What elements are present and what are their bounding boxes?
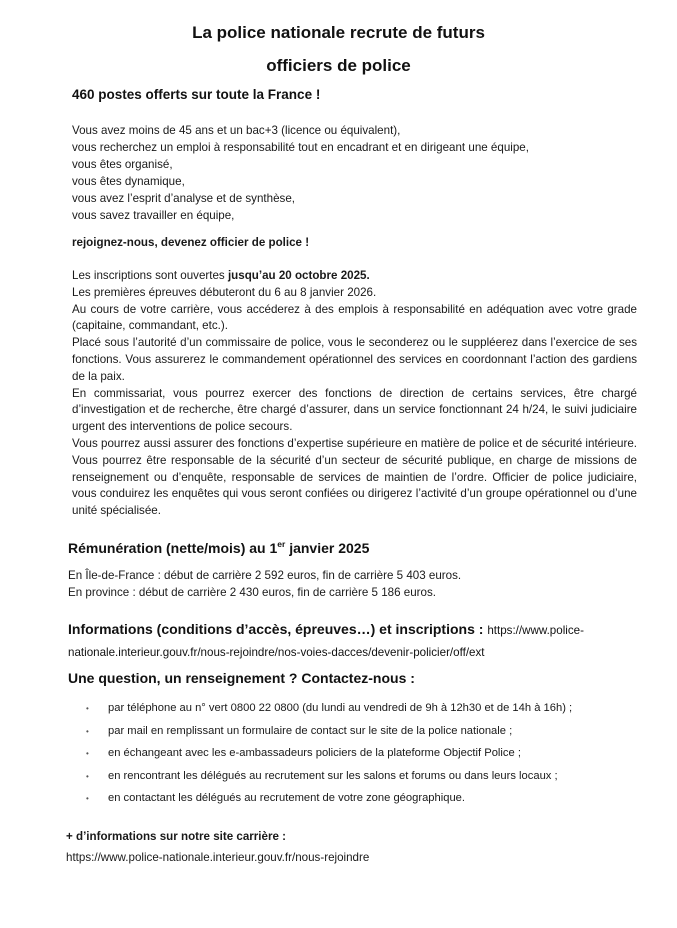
- commissariat-paragraph: En commissariat, vous pourrez exercer des fonctions de direction de certains services, être chargé d’investigation et de recherche, être chargé d’assurer, dans un service fonctionnant 24 h/24, le suivi judiciaire urgent des interventions de police secours.: [72, 386, 637, 434]
- remuneration-heading-sup: er: [277, 539, 286, 549]
- contact-heading: Une question, un renseignement ? Contactez-nous :: [68, 670, 415, 686]
- profile-line: vous savez travailler en équipe,: [72, 209, 235, 222]
- page-title-line-1: La police nationale recrute de futurs: [192, 23, 485, 42]
- contact-option-text: en contactant les délégués au recrutement de votre zone géographique.: [108, 792, 466, 804]
- page-title-line-2: officiers de police: [266, 56, 411, 75]
- info-heading: [68, 619, 628, 663]
- remuneration-heading-text: Rémunération (nette/mois) au 1: [68, 540, 278, 556]
- list-item: [86, 747, 572, 770]
- remuneration-heading: [68, 539, 369, 556]
- career-site-label: + d’informations sur notre site carrière :: [66, 830, 287, 843]
- career-paragraph: Au cours de votre carrière, vous accéderez à des emplois à responsabilité en adéquation avec votre grade (capitaine, commandant, etc.).: [72, 302, 637, 333]
- list-item: [86, 725, 572, 748]
- bullet-icon: •: [86, 794, 89, 803]
- bullet-icon: •: [86, 771, 89, 781]
- profile-line: vous recherchez un emploi à responsabilité tout en encadrant et en dirigeant une équipe,: [72, 141, 529, 154]
- candidate-profile-list: [72, 122, 529, 224]
- bullet-icon: •: [86, 726, 89, 736]
- info-heading-text: Informations (conditions d’accès, épreuves…) et inscriptions :: [68, 621, 488, 637]
- profile-line: vous avez l’esprit d’analyse et de synthèse,: [72, 192, 295, 205]
- salary-lines: [68, 567, 461, 601]
- expertise-paragraph: Vous pourrez aussi assurer des fonctions d’expertise supérieure en matière de police et de sécurité intérieure. Vous pourrez être responsable de la sécurité d’un secteur de sécurité publique, en charge de missions de renseignement ou d’enquête, responsable de services de maintien de l’ordre. Officier de police judiciaire, vous conduirez les enquêtes qui vous seront confiées ou dirigerez l’activité d’un groupe opérationnel ou d’une unité spécialisée.: [72, 436, 637, 518]
- registration-deadline: jusqu’au 20 octobre 2025.: [227, 269, 370, 282]
- contact-option-text: en échangeant avec les e-ambassadeurs policiers de la plateforme Objectif Police ;: [108, 747, 521, 759]
- career-site-section: [66, 826, 369, 868]
- salary-province: En province : début de carrière 2 430 euros, fin de carrière 5 186 euros.: [68, 586, 436, 599]
- bullet-icon: •: [86, 749, 89, 758]
- bullet-icon: •: [86, 704, 89, 713]
- registration-paragraph: [72, 268, 637, 285]
- registration-text: Les inscriptions sont ouvertes: [72, 269, 228, 282]
- profile-line: vous êtes organisé,: [72, 158, 173, 171]
- call-to-action: rejoignez-nous, devenez officier de police !: [72, 236, 310, 249]
- commissaire-paragraph: Placé sous l’autorité d’un commissaire de police, vous le seconderez ou le suppléerez dans l’exercice de ses fonctions. Vous assurerez le commandement opérationnel des services en coordonnant l’action des gardiens de la paix.: [72, 336, 637, 383]
- profile-line: Vous avez moins de 45 ans et un bac+3 (licence ou équivalent),: [72, 124, 401, 137]
- salary-idf: En Île-de-France : début de carrière 2 592 euros, fin de carrière 5 403 euros.: [68, 569, 462, 582]
- contact-option-text: en rencontrant les délégués au recrutement sur les salons et forums ou dans leurs locaux ;: [108, 769, 558, 782]
- contact-options-list: [86, 702, 572, 815]
- list-item: [86, 792, 572, 815]
- profile-line: vous êtes dynamique,: [72, 175, 185, 188]
- list-item: [86, 770, 572, 793]
- career-site-link[interactable]: https://www.police-nationale.interieur.gouv.fr/nous-rejoindre: [66, 851, 370, 864]
- contact-option-text: par mail en remplissant un formulaire de contact sur le site de la police nationale ;: [108, 724, 513, 737]
- info-link[interactable]: https://www.police-nationale.interieur.gouv.fr/nous-rejoindre/nos-voies-dacces/devenir-policier/off/ext: [68, 624, 584, 659]
- job-description: [72, 268, 637, 520]
- remuneration-heading-date: janvier 2025: [285, 540, 370, 556]
- positions-offered-heading: 460 postes offerts sur toute la France !: [72, 87, 321, 102]
- contact-option-text: par téléphone au n° vert 0800 22 0800 (du lundi au vendredi de 9h à 12h30 et de 14h à 16h) ;: [108, 702, 573, 714]
- exams-paragraph: Les premières épreuves débuteront du 6 au 8 janvier 2026.: [72, 285, 377, 299]
- list-item: [86, 702, 572, 725]
